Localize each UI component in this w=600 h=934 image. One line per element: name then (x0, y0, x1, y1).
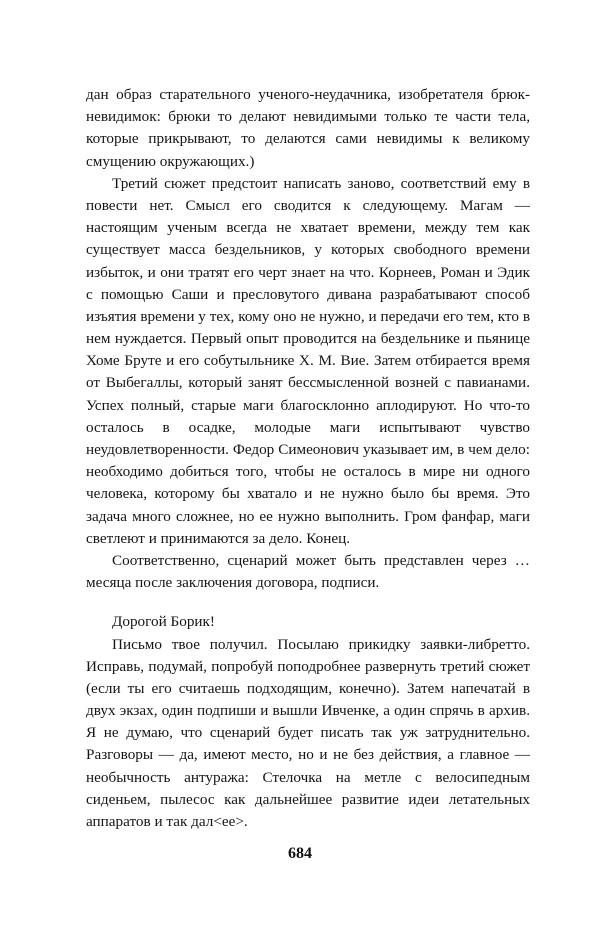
page-text-body (86, 84, 530, 833)
page-number: 684 (288, 845, 312, 862)
letter-salutation: Дорогой Борик! (112, 613, 215, 631)
paragraph: дан образ старательного ученого-неудачника, изобретателя брюк-невидимок: брюки то делают невидимыми только те части тела, которые прикрывают, то делаются сами невидимы к великому смущению окружающих.) (86, 86, 530, 170)
paragraph-spacer (86, 594, 530, 611)
paragraph: Третий сюжет предстоит написать заново, соответствий ему в повести нет. Смысл его сводится к следующему. Магам — настоящим ученым всегда не хватает времени, между тем как существует масса бездельников, у которых свободного времени избыток, и они тратят его черт знает на что. Корнеев, Роман и Эдик с помощью Саши и пресловутого дивана разрабатывают способ изъятия времени у тех, кому оно не нужно, и передачи его тем, кто в нем нуждается. Первый опыт проводится на бездельнике и пьянице Хоме Бруте и его собутыльнике Х. М. Вие. Затем отбирается время от Выбегаллы, который занят бессмысленной возней с павианами. Успех полный, старые маги благосклонно аплодируют. Но что-то осталось в осадке, молодые маги испытывают чувство неудовлетворенности. Федор Симеонович указывает им, в чем дело: необходимо добиться того, чтобы не осталось в мире ни одного человека, которому бы хватало и не нужно было бы время. Это задача много сложнее, но ее нужно выполнить. Гром фанфар, маги светлеют и принимаются за дело. Конец. (86, 174, 530, 547)
letter-paragraph: Письмо твое получил. Посылаю прикидку заявки-либретто. Исправь, подумай, попробуй поподробнее развернуть третий сюжет (если ты его считаешь подходящим, конечно). Затем напечатай в двух экзах, один подпиши и вышли Ивченке, а один спрячь в архив. Я не думаю, что сценарий будет писать так уж затруднительно. Разговоры — да, имеют место, но и не без действия, а главное — необычность антуража: Стелочка на метле с велосипедным сиденьем, пылесос как дальнейшее развитие идеи летательных аппаратов и так дал<ее>. (86, 635, 530, 830)
paragraph: Соответственно, сценарий может быть представлен через … месяца после заключения договора, подписи. (86, 551, 530, 592)
